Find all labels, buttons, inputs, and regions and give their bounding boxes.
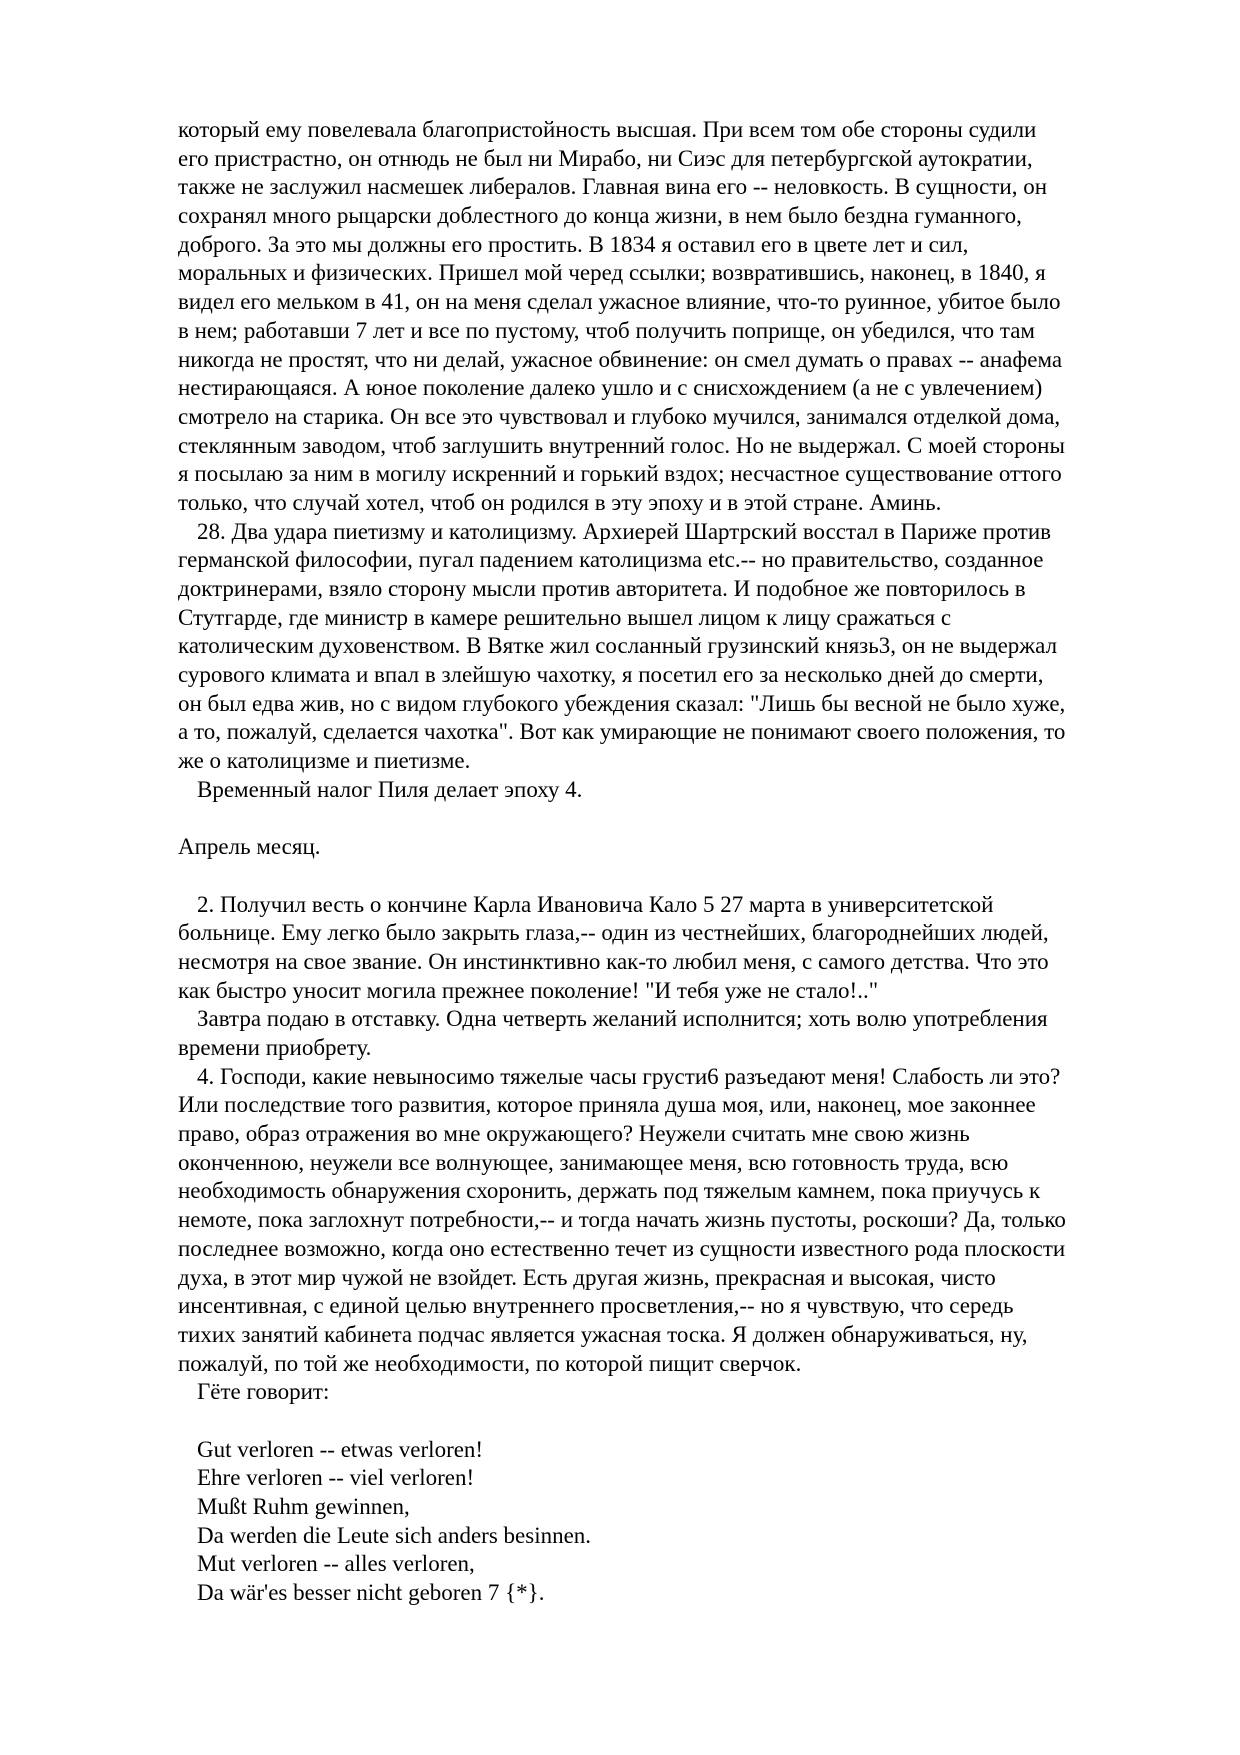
text-line: католическим духовенством. В Вятке жил сосланный грузинский князь3, он не выдержал: [178, 633, 1058, 659]
paragraph-start-line: 28. Два удара пиетизму и католицизму. Архиерей Шартрский восстал в Париже против: [197, 518, 1051, 544]
poem-line: Da werden die Leute sich anders besinnen.: [197, 1522, 592, 1548]
blank-line: [178, 805, 1178, 834]
poem-line: Da wär'es besser nicht geboren 7 {*}.: [197, 1580, 545, 1606]
text-line: он был едва жив, но с видом глубокого убеждения сказал: "Лишь бы весной не было хуже,: [178, 690, 1066, 716]
text-line: его пристрастно, он отнюдь не был ни Мирабо, ни Сиэс для петербургской аутократии,: [178, 145, 1033, 171]
paragraph-start-line: Временный налог Пиля делает эпоху 4.: [197, 776, 583, 802]
blank-line: [178, 1407, 1178, 1436]
text-line: германской философии, пугал падением католицизма etc.-- но правительство, созданное: [178, 547, 1044, 573]
text-line: нестирающаяся. А юное поколение далеко ушло и с снисхождением (а не с увлечением): [178, 375, 1043, 401]
text-line: а то, пожалуй, сделается чахотка". Вот как умирающие не понимают своего положения, то: [178, 719, 1066, 745]
text-line: последнее возможно, когда оно естественно течет из сущности известного рода плоскости: [178, 1235, 1066, 1261]
text-line: только, что случай хотел, чтоб он родился в эту эпоху и в этой стране. Аминь.: [178, 489, 942, 515]
poem-line: Mußt Ruhm gewinnen,: [197, 1494, 410, 1519]
text-line: моральных и физических. Пришел мой черед ссылки; возвратившись, наконец, в 1840, я: [178, 260, 1046, 286]
text-line: никогда не простят, что ни делай, ужасное обвинение: он смел думать о правах -- анафема: [178, 346, 1063, 372]
text-line: в нем; работавши 7 лет и все по пустому, чтоб получить поприще, он убедился, что там: [178, 317, 1035, 343]
text-line: видел его мельком в 41, он на меня сделал ужасное влияние, что-то руинное, убитое было: [178, 289, 1061, 315]
text-line: же о католицизме и пиетизме.: [178, 748, 471, 774]
poem-line: Ehre verloren -- viel verloren!: [197, 1465, 475, 1491]
text-line: тихих занятий кабинета подчас является ужасная тоска. Я должен обнаруживаться, ну,: [178, 1321, 1028, 1347]
text-line: который ему повелевала благопристойность высшая. При всем том обе стороны судили: [178, 117, 1037, 142]
section-heading: Апрель месяц.: [178, 834, 321, 860]
text-line: несмотря на свое звание. Он инстинктивно как-то любил меня, с самого детства. Что это: [178, 948, 1049, 974]
text-line: сохранял много рыцарски доблестного до конца жизни, в нем было бездна гуманного,: [178, 203, 1022, 229]
text-line: пожалуй, по той же необходимости, по которой пищит сверчок.: [178, 1350, 802, 1376]
text-line: Стутгарде, где министр в камере решительно вышел лицом к лицу сражаться с: [178, 604, 952, 630]
text-line: времени приобрету.: [178, 1035, 372, 1060]
text-line: я посылаю за ним в могилу искренний и горький вздох; несчастное существование оттого: [178, 461, 1062, 487]
poem-line: Gut verloren -- etwas verloren!: [197, 1436, 484, 1462]
text-line: сурового климата и впал в злейшую чахотку, я посетил его за несколько дней до смерти,: [178, 662, 1044, 688]
paragraph-start-line: 4. Господи, какие невыносимо тяжелые часы грусти6 разъедают меня! Слабость ли это?: [197, 1063, 1061, 1089]
text-line: оконченною, неужели все волнующее, занимающее меня, всю готовность труда, всю: [178, 1149, 1009, 1175]
paragraph-start-line: Завтра подаю в отставку. Одна четверть желаний исполнится; хоть волю употребления: [197, 1006, 1048, 1032]
text-line: немоте, пока заглохнут потребности,-- и тогда начать жизнь пустоты, роскоши? Да, только: [178, 1207, 1066, 1233]
text-line: как быстро уносит могила прежнее поколение! "И тебя уже не стало!..": [178, 977, 879, 1003]
text-line: инсентивная, с единой целью внутреннего просветления,-- но я чувствую, что середь: [178, 1293, 1014, 1319]
text-line: необходимость обнаружения схоронить, держать под тяжелым камнем, пока приучусь к: [178, 1178, 1041, 1204]
text-line: доброго. За это мы должны его простить. В 1834 я оставил его в цвете лет и сил,: [178, 231, 969, 257]
text-line: Или последствие того развития, которое приняла душа моя, или, наконец, мое законнее: [178, 1092, 1036, 1118]
text-line: доктринерами, взяло сторону мысли против авторитета. И подобное же повторилось в: [178, 576, 1026, 601]
text-line: стеклянным заводом, чтоб заглушить внутренний голос. Но не выдержал. С моей стороны: [178, 432, 1065, 458]
paragraph-start-line: 2. Получил весть о кончине Карла Ивановича Кало 5 27 марта в университетской: [197, 891, 994, 917]
document-page: [178, 116, 1178, 1608]
text-line: также не заслужил насмешек либералов. Главная вина его -- неловкость. В сущности, он: [178, 174, 1048, 200]
text-line: право, образ отражения во мне окружающего? Неужели считать мне свою жизнь: [178, 1121, 970, 1147]
paragraph-start-line: Гёте говорит:: [197, 1379, 330, 1405]
text-line: больнице. Ему легко было закрыть глаза,-- один из честнейших, благороднейших людей,: [178, 920, 1049, 946]
text-line: смотрело на старика. Он все это чувствовал и глубоко мучился, занимался отделкой дома,: [178, 403, 1061, 429]
text-line: духа, в этот мир чужой не взойдет. Есть другая жизнь, прекрасная и высокая, чисто: [178, 1264, 996, 1290]
blank-line: [178, 862, 1178, 891]
poem-line: Mut verloren -- alles verloren,: [197, 1551, 475, 1577]
